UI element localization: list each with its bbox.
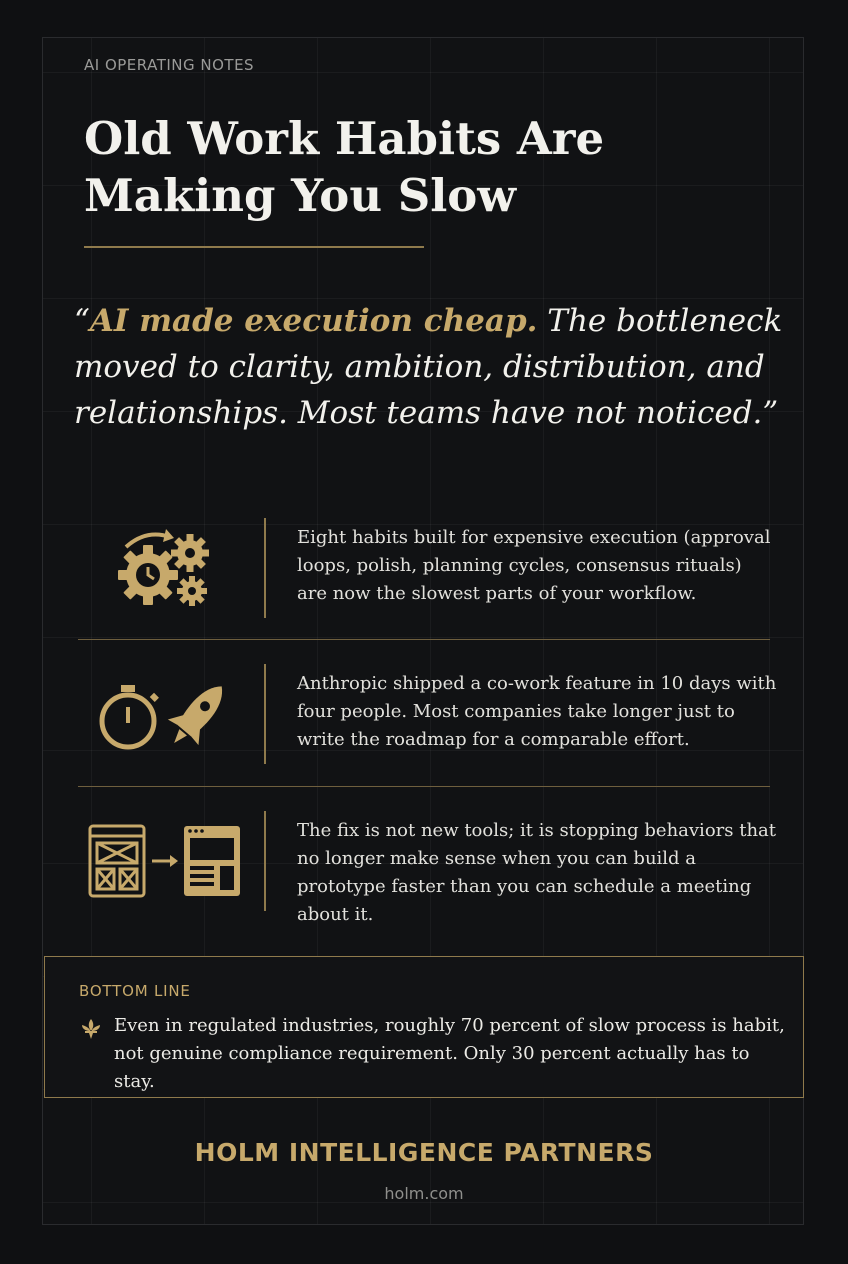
page-title: Old Work Habits Are Making You Slow bbox=[84, 112, 605, 222]
fleur-de-lis-icon bbox=[80, 1018, 102, 1040]
eyebrow: AI OPERATING NOTES bbox=[84, 56, 255, 74]
quote-highlight: AI made execution cheap. bbox=[89, 303, 538, 339]
bottom-line-text: Even in regulated industries, roughly 70 percent of slow process is habit, not genuine compliance requirement. Only 30 percent actually has to stay. bbox=[114, 1015, 785, 1092]
point-row-1 bbox=[78, 502, 770, 634]
point-text: The fix is not new tools; it is stopping behaviors that no longer make sense when you can build a prototype faster than you can schedule a meeting about it. bbox=[297, 820, 777, 925]
title-divider bbox=[84, 246, 424, 248]
row-divider-line bbox=[264, 664, 266, 764]
pull-quote bbox=[74, 298, 794, 436]
stopwatch-rocket-icon bbox=[78, 648, 248, 780]
brand-name: HOLM INTELLIGENCE PARTNERS bbox=[194, 1138, 654, 1167]
point-text: Anthropic shipped a co-work feature in 10 days with four people. Most companies take longer just to write the roadmap for a comparable effort. bbox=[297, 673, 777, 750]
point-row-2 bbox=[78, 648, 777, 780]
gears-cycle-icon bbox=[78, 502, 248, 634]
quote-open: “ bbox=[74, 303, 90, 339]
bottom-line-label: BOTTOM LINE bbox=[79, 982, 191, 1000]
row-separator bbox=[78, 786, 770, 787]
wireframe-to-prototype-icon bbox=[78, 795, 248, 927]
row-separator bbox=[78, 639, 770, 640]
point-row-3 bbox=[78, 795, 777, 927]
point-text: Eight habits built for expensive execution (approval loops, polish, planning cycles, consensus rituals) are now the slowest parts of your workflow. bbox=[297, 527, 771, 604]
row-divider-line bbox=[264, 518, 266, 618]
website-link[interactable]: holm.com bbox=[384, 1184, 464, 1203]
quote-rest: The bottleneck moved to clarity, ambition, distribution, and relationships. Most teams have not noticed.” bbox=[74, 303, 783, 431]
row-divider-line bbox=[264, 811, 266, 911]
